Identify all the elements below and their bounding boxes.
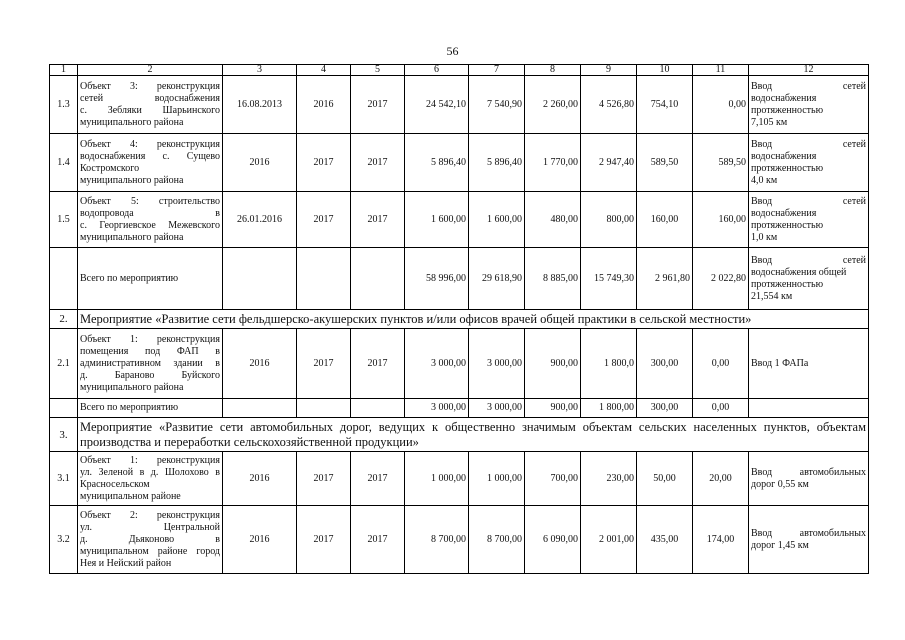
total-value: 3 000,00 bbox=[405, 399, 469, 418]
table-row bbox=[50, 506, 869, 574]
year-end: 2017 bbox=[351, 329, 405, 399]
start-date: 2016 bbox=[223, 452, 297, 506]
result-line: 7,105 км bbox=[751, 116, 788, 128]
year-start: 2017 bbox=[297, 134, 351, 192]
col-num: 3 bbox=[223, 65, 297, 76]
object-line: д. Дьяконово в bbox=[80, 533, 220, 545]
object-line: муниципального района bbox=[80, 231, 184, 243]
result-line: Ввод сетей bbox=[751, 254, 866, 266]
start-date: 16.08.2013 bbox=[223, 76, 297, 134]
result-description bbox=[749, 76, 869, 134]
cell-value: 0,00 bbox=[693, 329, 749, 399]
col-num: 2 bbox=[78, 65, 223, 76]
start-date: 2016 bbox=[223, 506, 297, 574]
table-row bbox=[50, 76, 869, 134]
year-end: 2017 bbox=[351, 192, 405, 248]
cell-value: 900,00 bbox=[525, 329, 581, 399]
row-number: 3.1 bbox=[50, 452, 78, 506]
page-number: 56 bbox=[446, 44, 459, 58]
col-num: 6 bbox=[405, 65, 469, 76]
object-line: с. Георгиевское Межевского bbox=[80, 219, 220, 231]
total-value: 1 800,00 bbox=[581, 399, 637, 418]
result-line: протяженностью bbox=[751, 219, 824, 231]
year-start: 2017 bbox=[297, 452, 351, 506]
object-line: муниципального района bbox=[80, 174, 184, 186]
total-row bbox=[50, 399, 869, 418]
cell-value: 700,00 bbox=[525, 452, 581, 506]
total-value: 2 022,80 bbox=[693, 248, 749, 310]
year-start: 2017 bbox=[297, 506, 351, 574]
year-start: 2017 bbox=[297, 329, 351, 399]
cell-value: 4 526,80 bbox=[581, 76, 637, 134]
result-line: водоснабжения bbox=[751, 150, 817, 162]
total-value: 300,00 bbox=[637, 399, 693, 418]
result-line: Ввод сетей bbox=[751, 138, 866, 150]
col-num: 12 bbox=[749, 65, 869, 76]
section-number: 2. bbox=[50, 310, 78, 329]
result-line: Ввод сетей bbox=[751, 80, 866, 92]
table-row bbox=[50, 329, 869, 399]
col-num: 8 bbox=[525, 65, 581, 76]
total-value: 3 000,00 bbox=[469, 399, 525, 418]
result-line: водоснабжения bbox=[751, 207, 817, 219]
object-line: водоснабжения с. Сущево bbox=[80, 150, 220, 162]
result-description bbox=[749, 506, 869, 574]
result-line: водоснабжения общей bbox=[751, 266, 847, 278]
cell-value: 8 700,00 bbox=[469, 506, 525, 574]
result-line: протяженностью bbox=[751, 278, 824, 290]
result-line: 1,0 км bbox=[751, 231, 778, 243]
cell-value: 230,00 bbox=[581, 452, 637, 506]
cell-value: 2 260,00 bbox=[525, 76, 581, 134]
total-value: 900,00 bbox=[525, 399, 581, 418]
cell-value: 1 600,00 bbox=[405, 192, 469, 248]
total-value: 0,00 bbox=[693, 399, 749, 418]
cell-value: 6 090,00 bbox=[525, 506, 581, 574]
result-description bbox=[749, 192, 869, 248]
object-line: муниципального района bbox=[80, 381, 184, 393]
result-description bbox=[749, 452, 869, 506]
start-date: 26.01.2016 bbox=[223, 192, 297, 248]
section-number: 3. bbox=[50, 418, 78, 452]
object-description bbox=[78, 452, 223, 506]
cell-value: 50,00 bbox=[637, 452, 693, 506]
col-num: 11 bbox=[693, 65, 749, 76]
object-line: административном здании в bbox=[80, 357, 220, 369]
cell-value: 2 001,00 bbox=[581, 506, 637, 574]
col-num: 4 bbox=[297, 65, 351, 76]
total-label: Всего по мероприятию bbox=[78, 399, 223, 418]
result-line: водоснабжения bbox=[751, 92, 817, 104]
total-value: 2 961,80 bbox=[637, 248, 693, 310]
section-title: Мероприятие «Развитие сети автомобильных дорог, ведущих к общественно значимым объектам сельских населенных пунктов, объектам производства и переработки сельскохозяйственной продукции» bbox=[78, 418, 869, 452]
cell-value: 1 000,00 bbox=[469, 452, 525, 506]
object-description bbox=[78, 506, 223, 574]
total-value: 29 618,90 bbox=[469, 248, 525, 310]
program-table bbox=[49, 64, 869, 574]
total-value: 15 749,30 bbox=[581, 248, 637, 310]
section-row bbox=[50, 310, 869, 329]
table-row bbox=[50, 452, 869, 506]
year-start: 2016 bbox=[297, 76, 351, 134]
cell-value: 5 896,40 bbox=[405, 134, 469, 192]
cell-value: 160,00 bbox=[693, 192, 749, 248]
result-description: Ввод 1 ФАПа bbox=[749, 329, 869, 399]
cell-value: 1 600,00 bbox=[469, 192, 525, 248]
cell-value: 160,00 bbox=[637, 192, 693, 248]
object-line: муниципальном районе bbox=[80, 490, 181, 502]
cell-value: 3 000,00 bbox=[405, 329, 469, 399]
result-line: Ввод автомобильных bbox=[751, 527, 866, 539]
cell-value: 5 896,40 bbox=[469, 134, 525, 192]
col-num: 9 bbox=[581, 65, 637, 76]
start-date: 2016 bbox=[223, 134, 297, 192]
year-end: 2017 bbox=[351, 506, 405, 574]
total-value: 58 996,00 bbox=[405, 248, 469, 310]
object-line: Объект 2: реконструкция bbox=[80, 509, 220, 521]
object-line: муниципальном районе город bbox=[80, 545, 220, 557]
col-num: 10 bbox=[637, 65, 693, 76]
cell-value: 7 540,90 bbox=[469, 76, 525, 134]
result-line: дорог 0,55 км bbox=[751, 478, 809, 490]
object-line: ул. Зеленой в д. Шолохово в bbox=[80, 466, 220, 478]
table-row bbox=[50, 192, 869, 248]
cell-value: 1 800,0 bbox=[581, 329, 637, 399]
cell-value: 8 700,00 bbox=[405, 506, 469, 574]
cell-value: 0,00 bbox=[693, 76, 749, 134]
cell-value: 589,50 bbox=[693, 134, 749, 192]
result-line: дорог 1,45 км bbox=[751, 539, 809, 551]
object-description bbox=[78, 329, 223, 399]
result-line: Ввод автомобильных bbox=[751, 466, 866, 478]
object-line: Объект 4: реконструкция bbox=[80, 138, 220, 150]
cell-value: 2 947,40 bbox=[581, 134, 637, 192]
total-row bbox=[50, 248, 869, 310]
cell-value: 435,00 bbox=[637, 506, 693, 574]
object-line: Красносельском bbox=[80, 478, 150, 490]
cell-value: 1 000,00 bbox=[405, 452, 469, 506]
object-line: сетей водоснабжения bbox=[80, 92, 220, 104]
object-line: муниципального района bbox=[80, 116, 184, 128]
cell-value: 20,00 bbox=[693, 452, 749, 506]
cell-value: 24 542,10 bbox=[405, 76, 469, 134]
object-description bbox=[78, 76, 223, 134]
object-line: Костромского bbox=[80, 162, 140, 174]
cell-value: 800,00 bbox=[581, 192, 637, 248]
object-description bbox=[78, 192, 223, 248]
year-end: 2017 bbox=[351, 76, 405, 134]
object-line: ул. Центральной bbox=[80, 521, 220, 533]
object-line: с. Зебляки Шарьинского bbox=[80, 104, 220, 116]
cell-value: 3 000,00 bbox=[469, 329, 525, 399]
cell-value: 589,50 bbox=[637, 134, 693, 192]
cell-value: 174,00 bbox=[693, 506, 749, 574]
section-row bbox=[50, 418, 869, 452]
cell-value: 1 770,00 bbox=[525, 134, 581, 192]
object-line: д. Бараново Буйского bbox=[80, 369, 220, 381]
object-line: Объект 3: реконструкция bbox=[80, 80, 220, 92]
row-number: 1.5 bbox=[50, 192, 78, 248]
year-end: 2017 bbox=[351, 452, 405, 506]
total-label: Всего по мероприятию bbox=[78, 248, 223, 310]
total-value: 8 885,00 bbox=[525, 248, 581, 310]
section-title: Мероприятие «Развитие сети фельдшерско-акушерских пунктов и/или офисов врачей общей практики в сельской местности» bbox=[78, 310, 869, 329]
object-line: Объект 1: реконструкция bbox=[80, 454, 220, 466]
year-end: 2017 bbox=[351, 134, 405, 192]
object-line: Объект 1: реконструкция bbox=[80, 333, 220, 345]
col-num: 1 bbox=[50, 65, 78, 76]
cell-value: 754,10 bbox=[637, 76, 693, 134]
year-start: 2017 bbox=[297, 192, 351, 248]
row-number: 1.4 bbox=[50, 134, 78, 192]
row-number: 1.3 bbox=[50, 76, 78, 134]
object-line: помещения под ФАП в bbox=[80, 345, 220, 357]
object-description bbox=[78, 134, 223, 192]
result-line: 21,554 км bbox=[751, 290, 793, 302]
result-line: 4,0 км bbox=[751, 174, 778, 186]
object-line: Объект 5: строительство bbox=[80, 195, 220, 207]
result-description bbox=[749, 134, 869, 192]
row-number: 2.1 bbox=[50, 329, 78, 399]
start-date: 2016 bbox=[223, 329, 297, 399]
row-number: 3.2 bbox=[50, 506, 78, 574]
col-num: 5 bbox=[351, 65, 405, 76]
table-row bbox=[50, 134, 869, 192]
cell-value: 480,00 bbox=[525, 192, 581, 248]
object-line: Нея и Нейский район bbox=[80, 557, 172, 569]
col-num: 7 bbox=[469, 65, 525, 76]
cell-value: 300,00 bbox=[637, 329, 693, 399]
result-line: протяженностью bbox=[751, 104, 824, 116]
object-line: водопровода в bbox=[80, 207, 220, 219]
column-number-row bbox=[50, 65, 869, 76]
result-line: протяженностью bbox=[751, 162, 824, 174]
result-description bbox=[749, 248, 869, 310]
result-line: Ввод сетей bbox=[751, 195, 866, 207]
